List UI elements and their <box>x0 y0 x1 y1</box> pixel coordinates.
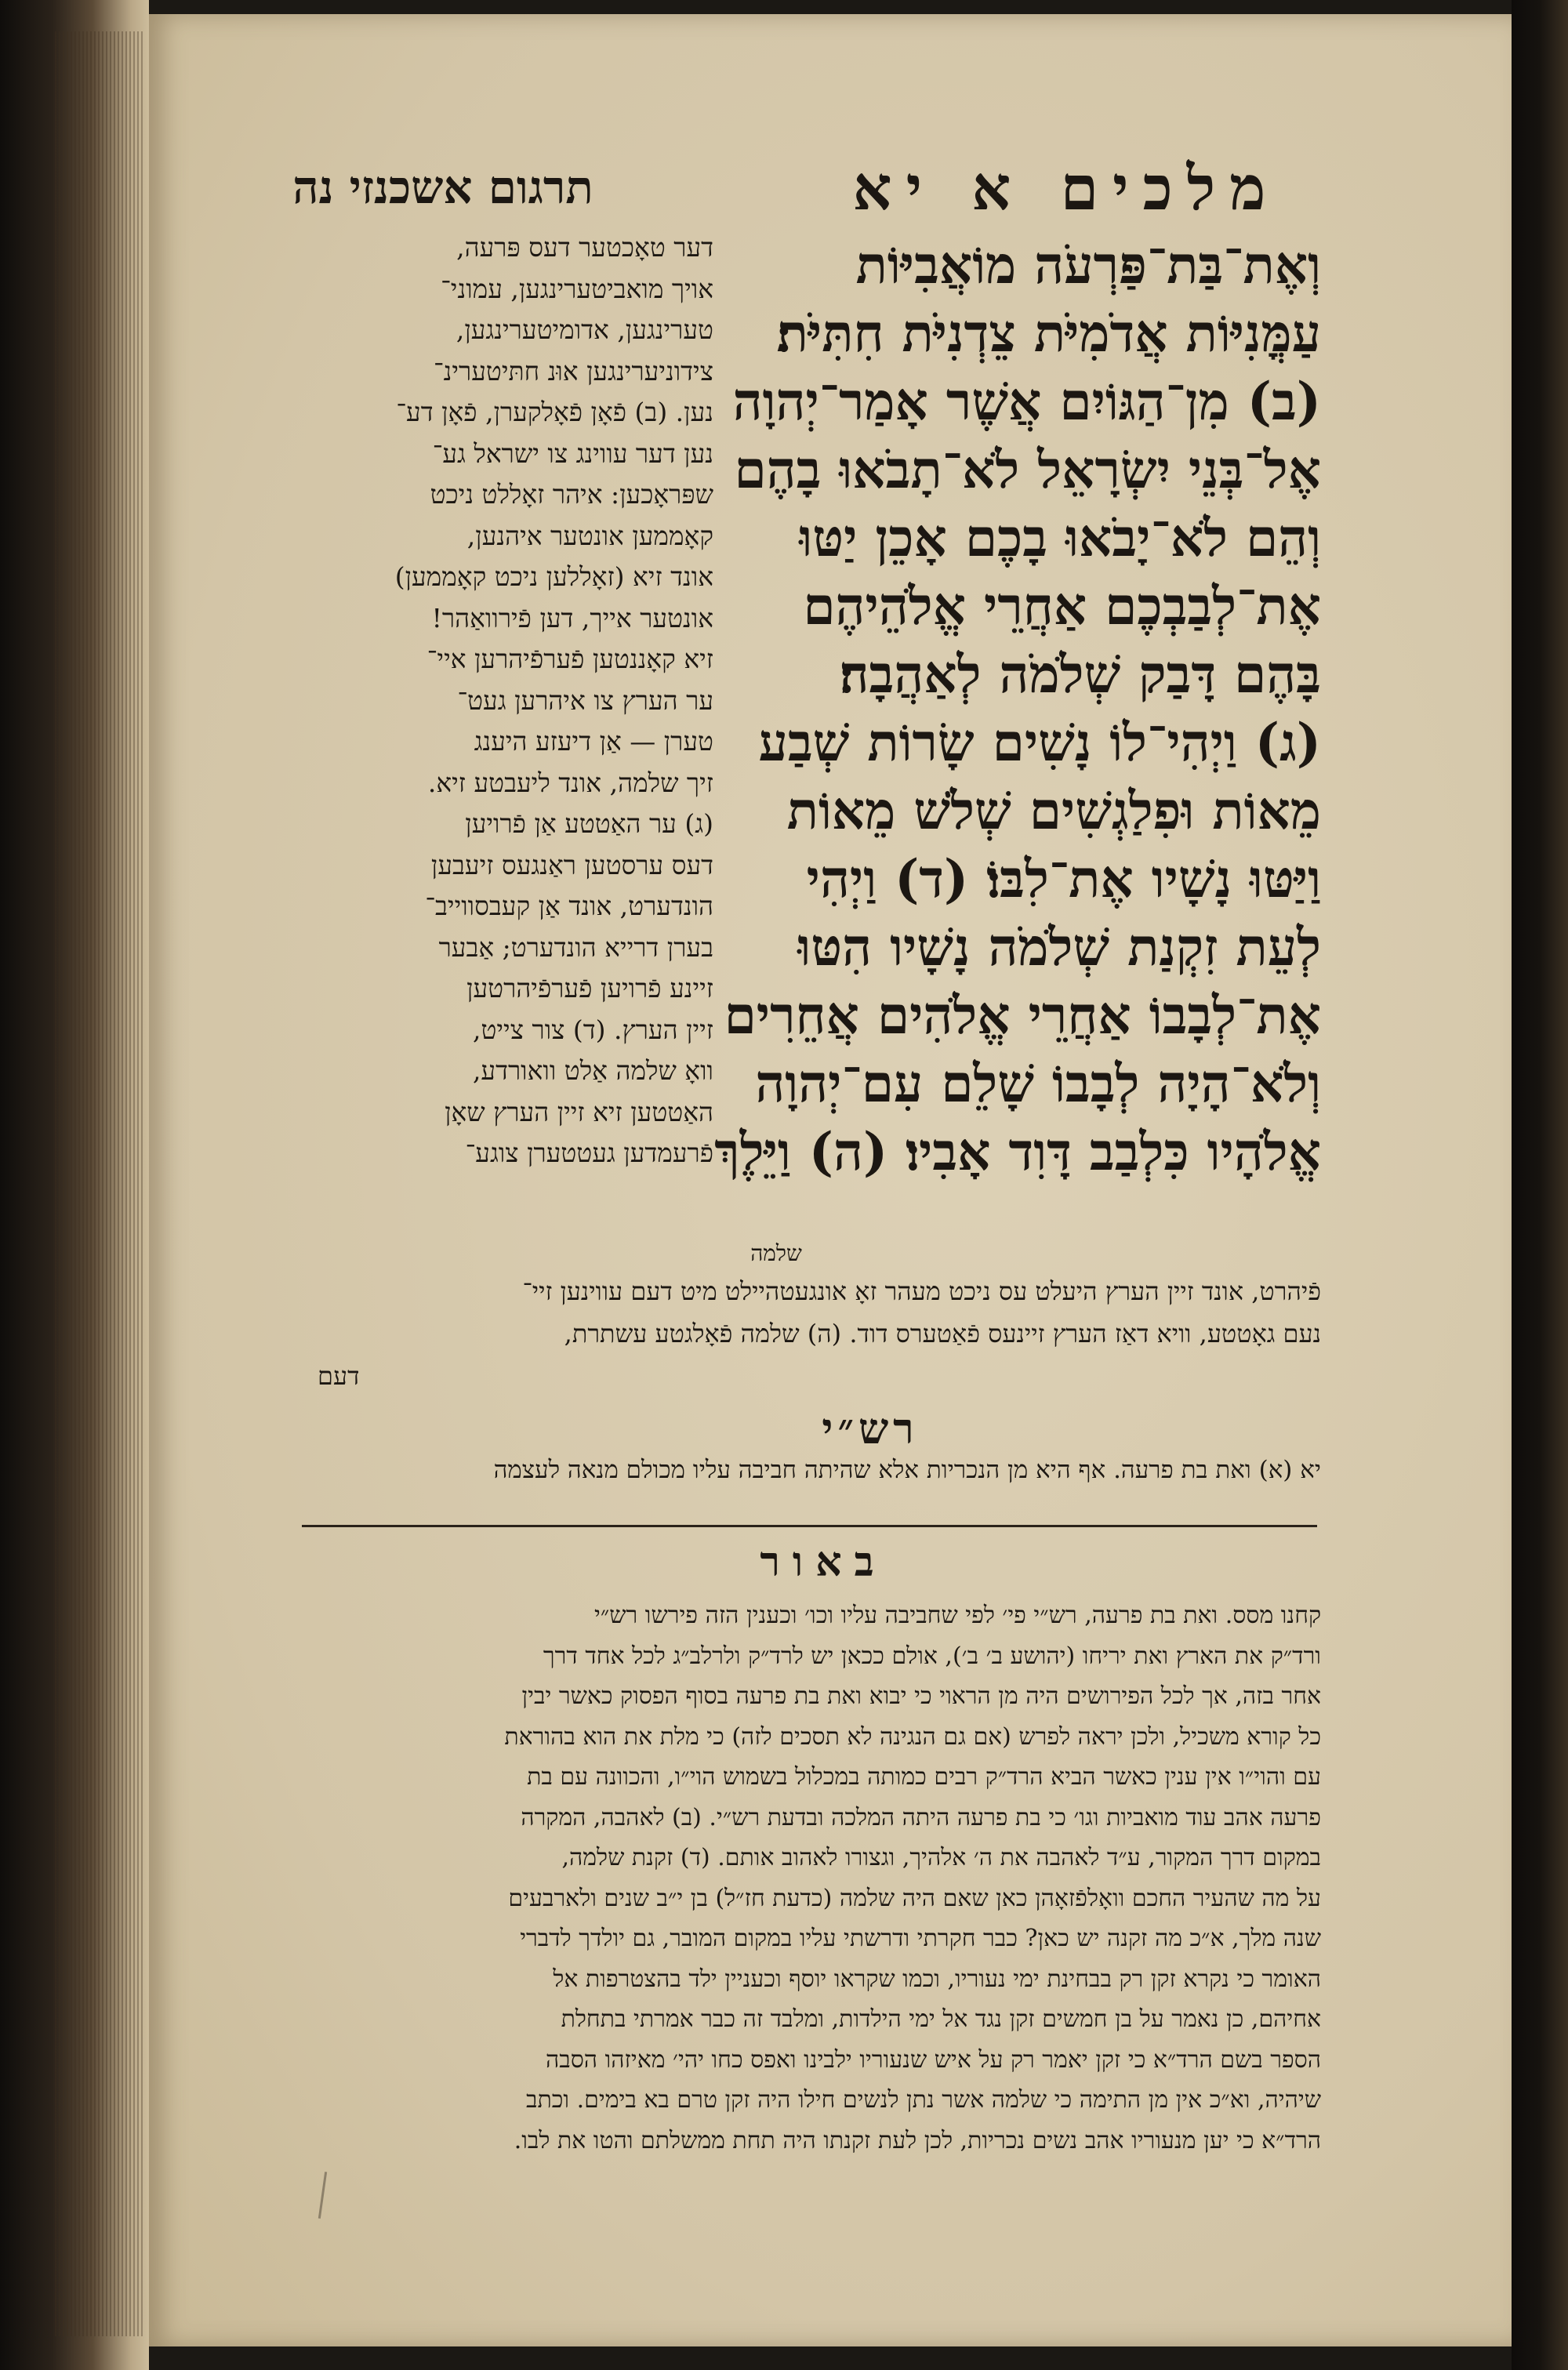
targum-line: אונד זיא (זאָללען ניכט קאָממען) <box>394 561 713 592</box>
targum-cont-catchword: דעם <box>318 1361 360 1391</box>
verse-line: וְהֵם לֹא־יָבֹאוּ בָכֶם אָכֵן יַטּוּ <box>799 507 1321 568</box>
targum-line: הונדערט, אונד אַן קעבסווייב־ <box>425 891 713 921</box>
biur-line: פרעה אהב עוד מואביות וגו׳ כי בת פרעה היתה המלכה ובדעת רש״י. (ב) לאהבה, המקרה <box>521 1803 1321 1831</box>
verse-line: וְלֹא־הָיָה לְבָבוֹ שָׁלֵם עִם־יְהוָה <box>755 1053 1321 1114</box>
targum-line: זיך שלמה, אונד ליעבטע זיא. <box>427 767 713 798</box>
verse-line: מֵאוֹת וּפִלַגְשִׁים שְׁלֹשׁ מֵאוֹת <box>786 780 1321 841</box>
section-divider <box>302 1525 1317 1527</box>
verse-line: עַמֳּנִיּוֹת אֲדֹמִיֹּת צֵדְנִיֹּת חִתִּיֹּת׃ <box>776 303 1321 364</box>
page-edges <box>55 31 145 2336</box>
rashi-heading: רש״י <box>822 1403 919 1454</box>
verse-line: (ג) וַיְהִי־לוֹ נָשִׁים שָׂרוֹת שְׁבַע <box>758 712 1321 773</box>
biur-line: אחיהם, כן נאמר על בן חמשים זקן נגד אל ימי הילדות, ומלבד זה כבר אמרתי בתחלת <box>561 2005 1321 2033</box>
book-spine-edge <box>0 0 149 2370</box>
targum-line: וואָ שלמה אַלט וואורדע, <box>472 1055 713 1086</box>
targum-line: נען. (ב) פֿאָן פֿאָלקערן, פֿאָן דע־ <box>396 397 713 427</box>
verse-line: אֱלֹהָיו כִּלְבַב דָּוִד אָבִיו׃ (ה) וַיֵּלֶךְ <box>714 1121 1321 1182</box>
verse-line: וַיַּטּוּ נָשָׁיו אֶת־לִבּוֹ׃ (ד) וַיְהִי <box>806 848 1321 909</box>
targum-line: נען דער עווינג צו ישראל גע־ <box>432 437 713 469</box>
running-header-targum: תרגום אשכנזי נה <box>292 161 593 214</box>
biur-line: קחנו מסס. ואת בת פרעה, רש״י פי׳ לפי שחביבה עליו וכו׳ וכענין הזה פירשו רש״י <box>594 1602 1321 1629</box>
hebrew-verse-column <box>710 231 1321 1186</box>
targum-line: קאָממען אונטער איהנען, <box>466 520 713 551</box>
targum-line: זיינע פֿרויען פֿערפֿיהרטען <box>466 973 713 1004</box>
verse-line: אֶל־בְּנֵי יִשְׂרָאֵל לֹא־תָבֹאוּ בָהֶם <box>734 439 1321 500</box>
targum-continuation <box>318 1270 1321 1397</box>
biur-line: שיהיה, וא״כ אין מן התימה כי שלמה אשר נתן לנשים חילו היה זקן טרם בא בימים. וכתב <box>525 2086 1321 2114</box>
targum-line: אויך מואביטערינגען, עמוני־ <box>441 273 713 304</box>
verse-line: אֶת־לְבַבְכֶם אַחֲרֵי אֱלֹהֵיהֶם <box>803 575 1321 637</box>
targum-line: (ג) ער האַטטע אַן פֿרויען <box>465 808 713 839</box>
verse-line: בָּהֶם דָּבַק שְׁלֹמֹה לְאַהֲבָה׃ <box>839 644 1321 705</box>
biur-line: הרד״א כי יען מנעוריו אהב נשים נכריות, לכן לעת זקנתו היה תחת ממשלתם והטו את לבו. <box>514 2126 1321 2154</box>
targum-line: צידוניערינגען אוּנ חתּיטערינ־ <box>434 355 713 387</box>
biur-line: כל קורא משכיל, ולכן יראה לפרש (אם גם הנגינה לא תסכים לזה) כי מלת את הוא בהוראת <box>504 1722 1321 1751</box>
catchword: שלמה <box>750 1240 802 1266</box>
biur-line: במקום דרך המקור, ע״ד לאהבה את ה׳ אלהיך, וגצורו לאהוב אותם. (ד) זקנת שלמה, <box>561 1844 1321 1871</box>
targum-line: אונטער אייך, דען פֿירוואַהר! <box>431 602 713 633</box>
biur-line: על מה שהעיר החכם וואָלפֿזאָהן כאן שאם היה שלמה (כדעת חז״ל) בן י״ב שנים ולארבעים <box>508 1884 1321 1912</box>
verse-line: וְאֶת־בַּת־פַּרְעֹה מוֹאֲבִיּוֹת <box>855 234 1321 296</box>
biur-line: האומר כי נקרא זקן רק בבחינת ימי נעוריו, וכמו שקראו יוסף וכעניין ילד בהצטרפות אל <box>553 1965 1321 1993</box>
facing-page-edge <box>1512 0 1568 2370</box>
targum-line: האַטטען זיא זיין הערץ שאָן <box>445 1096 713 1127</box>
targum-column <box>180 227 713 1174</box>
rashi-commentary: יא (א) ואת בת פרעה. אף היא מן הנכריות אלא שהיתה חביבה עליו מכולם מנאה לעצמה <box>493 1456 1321 1484</box>
targum-line: ער הערץ צו איהרען געט־ <box>457 684 713 716</box>
biur-line: הספר בשם הרד״א כי זקן יאמר רק על איש שנעוריו ילבינו ואפס כחו יהי׳ מאיזהו הסבה <box>546 2045 1321 2074</box>
targum-line: דעס ערסטען ראַנגעס זיעבען <box>430 849 713 880</box>
targum-line: בערן דרייא הונדערט; אַבער <box>438 931 713 963</box>
biur-commentary <box>298 1595 1321 2161</box>
biur-line: ורד״ק את הארץ ואת יריחו (יהושע ב׳ ב׳), אולם ככאן יש לרד״ק ולרלב״ג לכל אחד דרך <box>543 1642 1321 1670</box>
targum-cont-line: נעם גאָטטע, וויא דאַז הערץ זיינעס פֿאַטערס דוד. (ה) שלמה פֿאָלגטע עשתרת, <box>564 1319 1321 1348</box>
biur-heading: באור <box>760 1538 887 1586</box>
targum-line: דער טאָכטער דעס פּרעה, <box>456 232 713 263</box>
targum-cont-line: פֿיהרט, אונד זיין הערץ היעלט עס ניכט מעהר זאָ אונגעטהיילט מיט דעם עווינען זיי־ <box>522 1276 1321 1306</box>
biur-line: שנה מלך, א״כ מה זקנה יש כאן? כבר חקרתי ודרשתי עליו במקום המובר, גם יולדך לדברי <box>520 1925 1321 1952</box>
verse-line: אֶת־לְבָבוֹ אַחֲרֵי אֱלֹהִים אֲחֵרִים <box>724 985 1321 1046</box>
running-header-book: מלכים א יא <box>852 153 1280 224</box>
biur-line: עם והוי״ו אין ענין כאשר הביא הרד״ק רבים כמותה במכלול בשמוש הוי״ו, והכוונה עם בת <box>527 1763 1321 1791</box>
biur-line: אחר בזה, אך לכל הפירושים היה מן הראוי כי יבוא ואת בת פרעה בסוף הפסוק כאשר יבין <box>521 1682 1321 1710</box>
verse-line: (ב) מִן־הַגּוֹיִם אֲשֶׁר אָמַר־יְהוָה <box>732 371 1321 432</box>
targum-line: שפּראָכען: איהר זאָללט ניכט <box>430 479 713 510</box>
targum-line: טערינגען, אדומיטערינגען, <box>456 314 713 345</box>
targum-line: זיין הערץ. (ד) צור צייט, <box>472 1014 713 1045</box>
targum-line: טערן — אַן דיעזע היענג <box>474 726 713 757</box>
targum-line: פֿרעמדען געטטערן צוגע־ <box>465 1138 713 1168</box>
verse-line: לְעֵת זִקְנַת שְׁלֹמֹה נָשָׁיו הִטּוּ <box>797 916 1321 978</box>
targum-line: זיא קאָננטען פֿערפֿיהרען איי־ <box>426 644 713 674</box>
